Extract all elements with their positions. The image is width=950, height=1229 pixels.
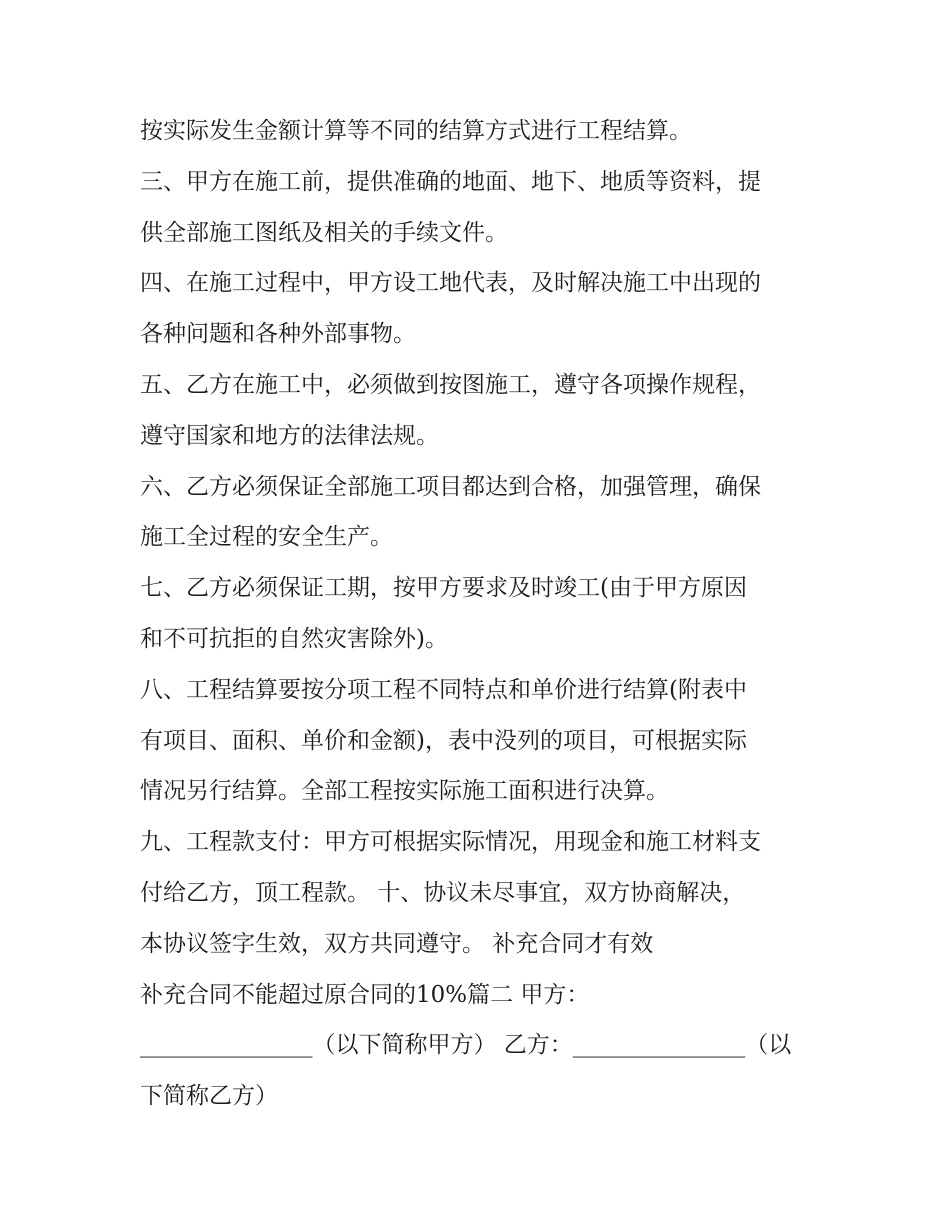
text-line: 付给乙方，顶工程款。 十、协议未尽事宜，双方协商解决， [140, 879, 746, 906]
text-line: 各种问题和各种外部事物。 [140, 321, 416, 348]
text-line: 八、工程结算要按分项工程不同特点和单价进行结算(附表中 [140, 676, 747, 703]
text-line: 本协议签字生效，双方共同遵守。 补充合同才有效 [140, 930, 654, 957]
text-line: 遵守国家和地方的法律法规。 [140, 422, 439, 449]
text-line: 四、在施工过程中，甲方设工地代表，及时解决施工中出现的 [140, 270, 761, 297]
text-line: 供全部施工图纸及相关的手续文件。 [140, 219, 508, 246]
text-line: 施工全过程的安全生产。 [140, 524, 393, 551]
text-line: 和不可抗拒的自然灾害除外)。 [140, 625, 448, 652]
contract-body-text [140, 106, 820, 1122]
text-line: 情况另行结算。全部工程按实际施工面积进行决算。 [140, 778, 669, 805]
text-line: _______________（以下简称甲方） 乙方：_______________（以 [140, 1032, 792, 1059]
text-line: 下简称乙方） [140, 1083, 278, 1110]
text-line: 五、乙方在施工中，必须做到按图施工，遵守各项操作规程， [140, 371, 761, 398]
text-line: 有项目、面积、单价和金额)，表中没列的项目，可根据实际 [140, 727, 747, 754]
text-line: 按实际发生金额计算等不同的结算方式进行工程结算。 [140, 118, 692, 144]
text-line: 九、工程款支付：甲方可根据实际情况，用现金和施工材料支 [140, 829, 761, 856]
text-line: 六、乙方必须保证全部施工项目都达到合格，加强管理，确保 [140, 473, 761, 500]
text-line: 七、乙方必须保证工期，按甲方要求及时竣工(由于甲方原因 [140, 575, 747, 602]
text-line: 补充合同不能超过原合同的10%篇二 甲方： [140, 981, 590, 1008]
text-line: 三、甲方在施工前，提供准确的地面、地下、地质等资料，提 [140, 168, 761, 195]
